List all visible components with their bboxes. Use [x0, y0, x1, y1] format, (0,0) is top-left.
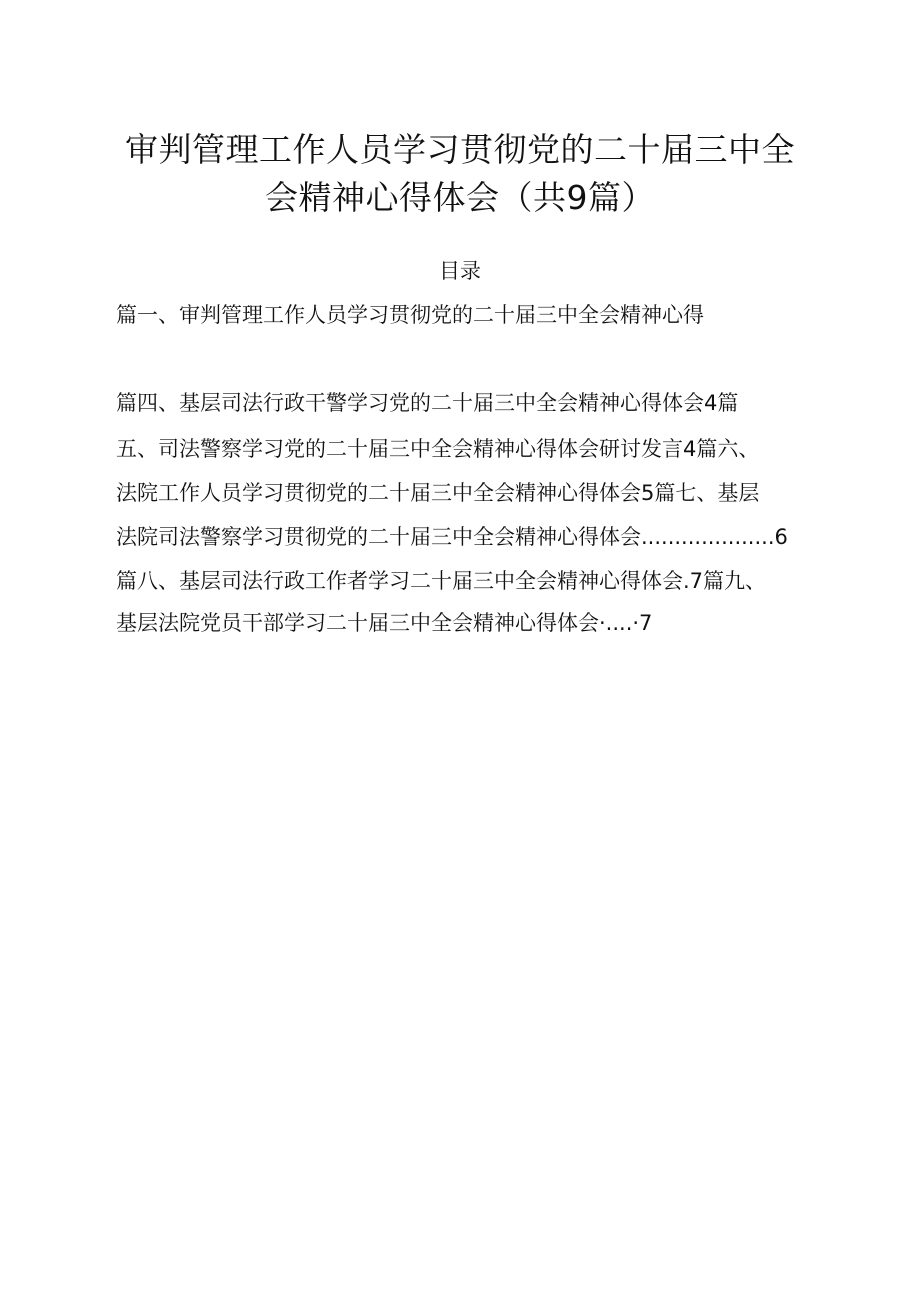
- toc-entry: 基层法院党员干部学习二十届三中全会精神心得体会·....·7: [116, 611, 653, 635]
- toc-entry: 篇一、审判管理工作人员学习贯彻党的二十届三中全会精神心得: [116, 303, 704, 327]
- toc-entry: 篇八、基层司法行政工作者学习二十届三中全会精神心得体会.7篇九、: [116, 569, 767, 593]
- toc-entry: 五、司法警察学习党的二十届三中全会精神心得体会研讨发言4篇六、: [116, 437, 760, 461]
- toc-heading: 目录: [439, 259, 481, 283]
- toc-entry: 法院工作人员学习贯彻党的二十届三中全会精神心得体会5篇七、基层: [116, 481, 760, 505]
- title-line-1: 审判管理工作人员学习贯彻党的二十届三中全: [125, 130, 795, 169]
- document-title: [100, 126, 820, 222]
- toc-entry: 法院司法警察学习贯彻党的二十届三中全会精神心得体会....................6: [116, 525, 788, 549]
- toc-entry: 篇四、基层司法行政干警学习党的二十届三中全会精神心得体会4篇: [116, 391, 739, 415]
- title-line-2: 会精神心得体会（共9篇）: [265, 178, 655, 217]
